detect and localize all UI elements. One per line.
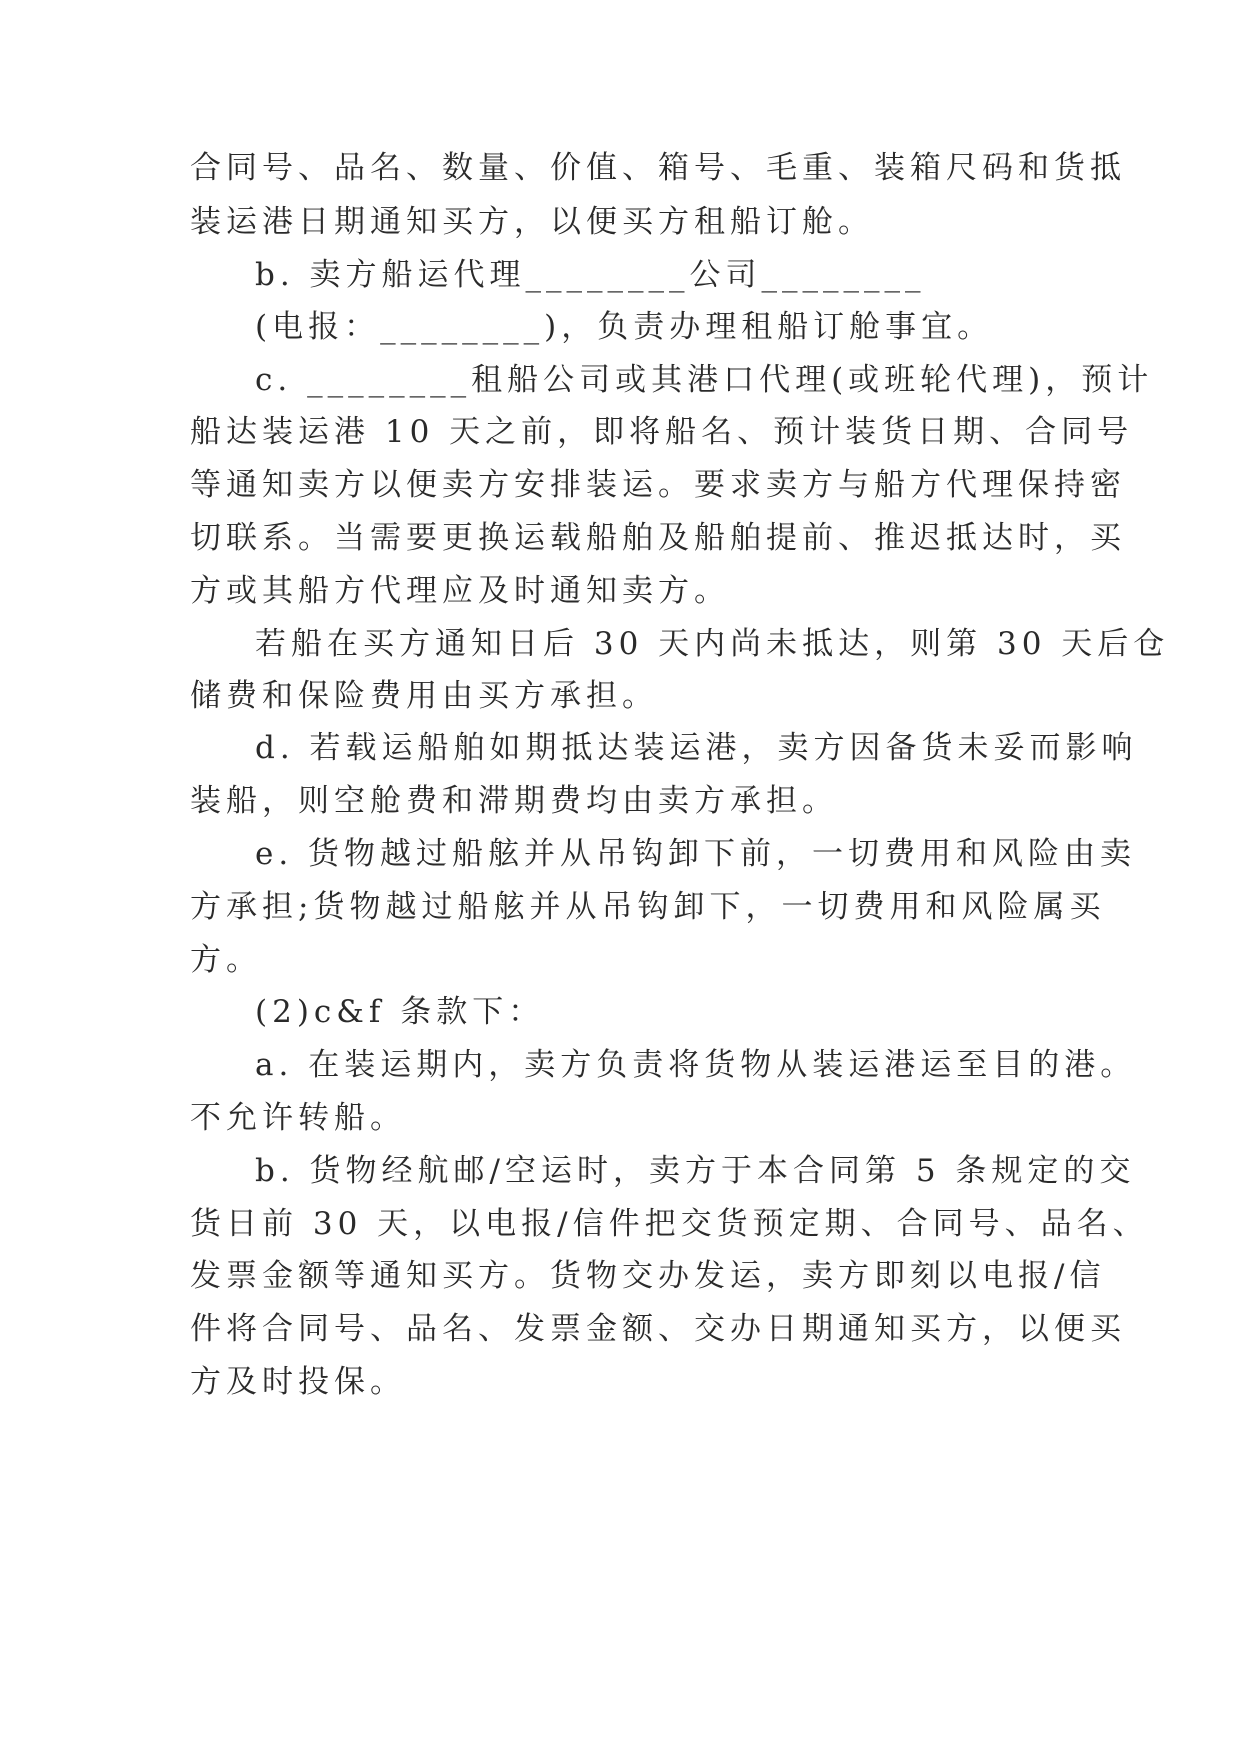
text-line: 储费和保险费用由买方承担。: [190, 678, 658, 714]
text-line: (2)c&f 条款下：: [255, 994, 545, 1030]
text-line: 方。: [190, 942, 262, 978]
text-line: c. ________租船公司或其港口代理(或班轮代理)，预计: [255, 362, 1154, 398]
text-line: b. 卖方船运代理________公司________: [255, 257, 926, 293]
text-line: 切联系。当需要更换运载船舶及船舶提前、推迟抵达时，买: [190, 520, 1126, 556]
text-line: 装运港日期通知买方，以便买方租船订舱。: [190, 204, 874, 240]
text-line: 方承担;货物越过船舷并从吊钩卸下，一切费用和风险属买: [190, 889, 1106, 925]
text-line: 方及时投保。: [190, 1364, 406, 1400]
text-line: 若船在买方通知日后 30 天内尚未抵达，则第 30 天后仓: [255, 626, 1170, 662]
text-line: 方或其船方代理应及时通知卖方。: [190, 573, 730, 609]
text-line: 货日前 30 天，以电报/信件把交货预定期、合同号、品名、: [190, 1206, 1149, 1242]
text-line: a. 在装运期内，卖方负责将货物从装运港运至目的港。: [255, 1047, 1137, 1083]
text-line: 等通知卖方以便卖方安排装运。要求卖方与船方代理保持密: [190, 467, 1126, 503]
text-line: b. 货物经航邮/空运时，卖方于本合同第 5 条规定的交: [255, 1153, 1136, 1189]
text-line: d. 若载运船舶如期抵达装运港，卖方因备货未妥而影响: [255, 730, 1138, 766]
text-line: 装船，则空舱费和滞期费均由卖方承担。: [190, 783, 838, 819]
text-line: (电报：________)，负责办理租船订舱事宜。: [255, 309, 994, 345]
text-line: 件将合同号、品名、发票金额、交办日期通知买方，以便买: [190, 1311, 1126, 1347]
text-line: 不允许转船。: [190, 1100, 406, 1136]
text-line: 发票金额等通知买方。货物交办发运，卖方即刻以电报/信: [190, 1258, 1106, 1294]
text-line: 合同号、品名、数量、价值、箱号、毛重、装箱尺码和货抵: [190, 150, 1126, 186]
text-line: 船达装运港 10 天之前，即将船名、预计装货日期、合同号: [190, 414, 1134, 450]
text-line: e. 货物越过船舷并从吊钩卸下前，一切费用和风险由卖: [255, 836, 1137, 872]
